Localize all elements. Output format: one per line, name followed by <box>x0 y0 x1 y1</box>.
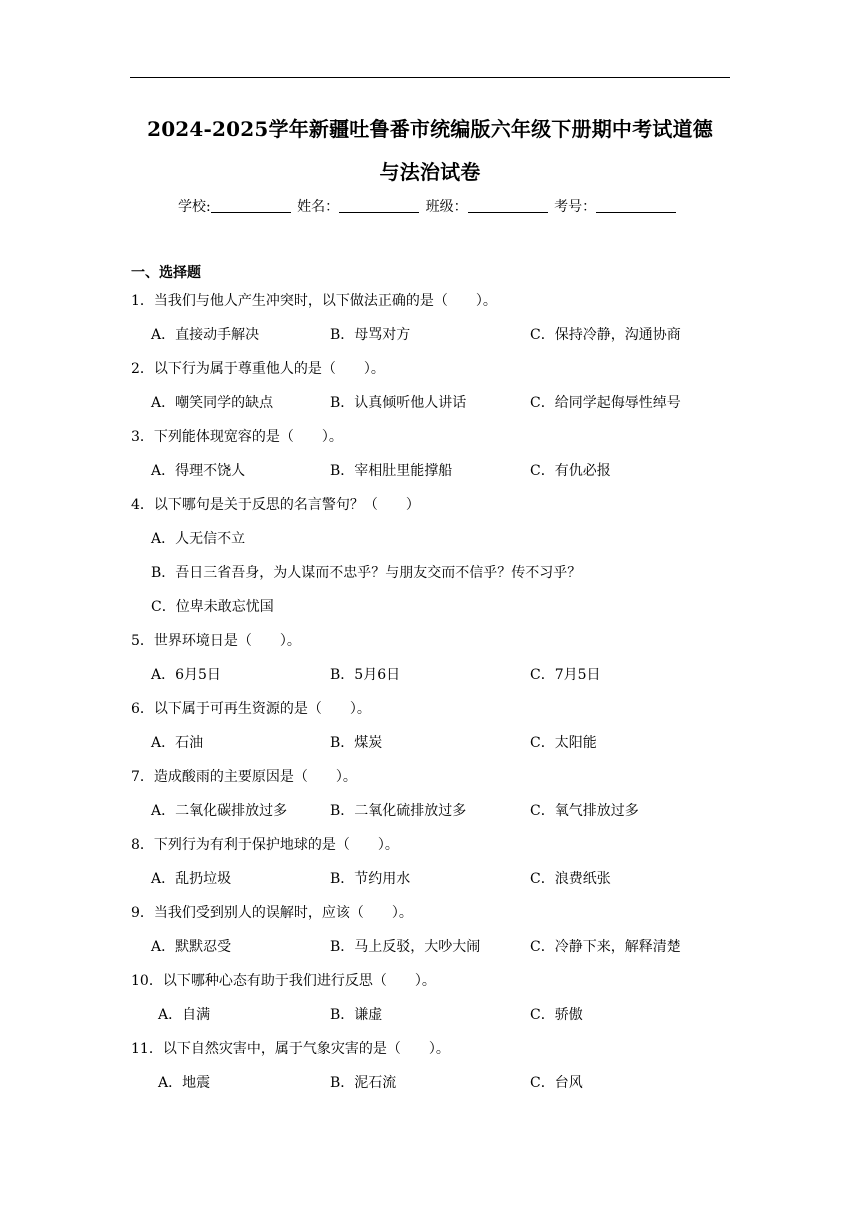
question-stem: 6．以下属于可再生资源的是（ ）。 <box>131 701 371 717</box>
option-b: B．母骂对方 <box>330 327 411 343</box>
option-c: C．冷静下来，解释清楚 <box>530 939 681 955</box>
section-title: 一、选择题 <box>131 265 201 281</box>
option-b: B．谦虚 <box>330 1007 383 1023</box>
option-c: C．浪费纸张 <box>530 871 611 887</box>
question-stem: 3．下列能体现宽容的是（ ）。 <box>131 429 343 445</box>
question-stem: 11．以下自然灾害中，属于气象灾害的是（ ）。 <box>131 1041 450 1057</box>
option-b: B．宰相肚里能撑船 <box>330 463 453 479</box>
student-info-row <box>178 197 678 217</box>
option-a: A．地震 <box>158 1075 211 1091</box>
option-a: A．自满 <box>158 1007 211 1023</box>
school-label: 学校: <box>178 199 211 215</box>
option-a: A．直接动手解决 <box>151 327 260 343</box>
option-c: C．台风 <box>530 1075 583 1091</box>
question-stem: 10．以下哪种心态有助于我们进行反思（ ）。 <box>131 973 436 989</box>
option-c: C．位卑未敢忘忧国 <box>151 599 274 615</box>
question-stem: 2．以下行为属于尊重他人的是（ ）。 <box>131 361 385 377</box>
option-a: A．默默忍受 <box>151 939 232 955</box>
option-b: B．马上反驳，大吵大闹 <box>330 939 481 955</box>
option-b: B．5月6日 <box>330 667 401 683</box>
option-a: A．得理不饶人 <box>151 463 246 479</box>
exam-number-label: 考号： <box>554 199 597 215</box>
option-a: A．二氧化碳排放过多 <box>151 803 288 819</box>
option-a: A．6月5日 <box>151 667 221 683</box>
option-b: B．认真倾听他人讲话 <box>330 395 467 411</box>
option-b: B．煤炭 <box>330 735 383 751</box>
header-rule <box>130 77 730 78</box>
option-c: C．有仇必报 <box>530 463 611 479</box>
option-a: A．乱扔垃圾 <box>151 871 232 887</box>
option-b: B．节约用水 <box>330 871 411 887</box>
question-stem: 4．以下哪句是关于反思的名言警句？（ ） <box>131 497 420 513</box>
class-label: 班级： <box>425 199 468 215</box>
option-c: C．7月5日 <box>530 667 601 683</box>
class-blank[interactable] <box>468 198 548 213</box>
option-b: B．吾日三省吾身，为人谋而不忠乎？与朋友交而不信乎？传不习乎？ <box>151 565 582 581</box>
question-stem: 8．下列行为有利于保护地球的是（ ）。 <box>131 837 399 853</box>
question-stem: 1．当我们与他人产生冲突时，以下做法正确的是（ ）。 <box>131 293 497 309</box>
name-blank[interactable] <box>339 198 419 213</box>
option-c: C．骄傲 <box>530 1007 583 1023</box>
option-b: B．泥石流 <box>330 1075 397 1091</box>
option-c: C．给同学起侮辱性绰号 <box>530 395 681 411</box>
option-a: A．人无信不立 <box>151 531 246 547</box>
question-stem: 9．当我们受到别人的误解时，应该（ ）。 <box>131 905 413 921</box>
question-stem: 5．世界环境日是（ ）。 <box>131 633 301 649</box>
option-b: B．二氧化硫排放过多 <box>330 803 467 819</box>
option-a: A．嘲笑同学的缺点 <box>151 395 274 411</box>
exam-number-blank[interactable] <box>596 198 676 213</box>
option-c: C．保持冷静，沟通协商 <box>530 327 681 343</box>
option-c: C．太阳能 <box>530 735 597 751</box>
question-stem: 7．造成酸雨的主要原因是（ ）。 <box>131 769 357 785</box>
page-title-line-2: 与法治试卷 <box>379 160 481 184</box>
name-label: 姓名： <box>297 199 340 215</box>
page-title-line-1: 2024-2025学年新疆吐鲁番市统编版六年级下册期中考试道德 <box>147 117 713 141</box>
option-a: A．石油 <box>151 735 204 751</box>
school-blank[interactable] <box>211 198 291 213</box>
option-c: C．氧气排放过多 <box>530 803 639 819</box>
